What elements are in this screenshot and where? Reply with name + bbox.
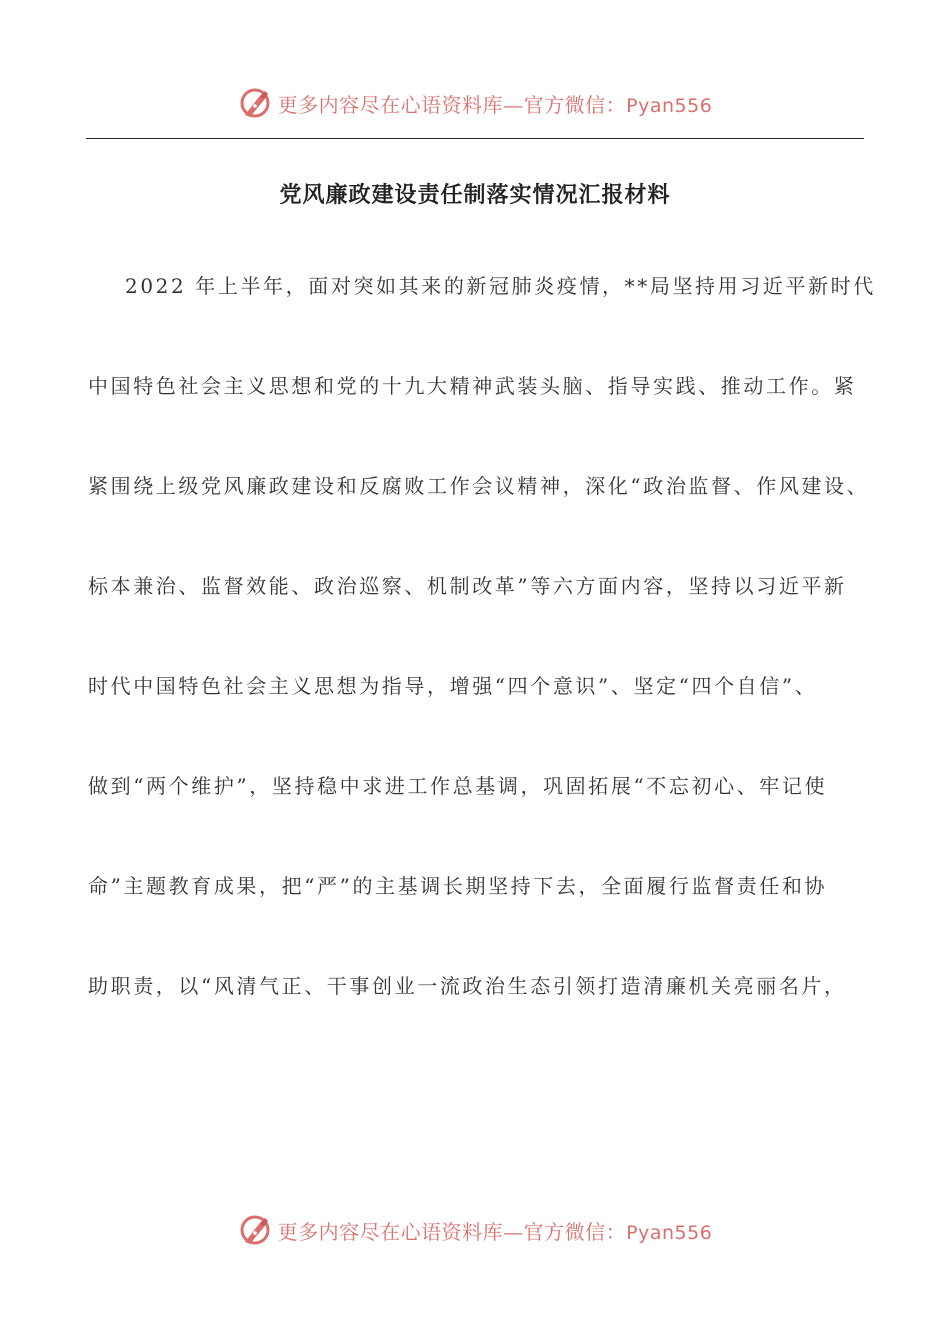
header-banner-text bbox=[278, 89, 713, 118]
document-title: 党风廉政建设责任制落实情况汇报材料 bbox=[279, 183, 671, 208]
header-contact-handle: Pyan556 bbox=[626, 94, 713, 117]
footer-banner-text bbox=[278, 1216, 713, 1245]
footer-separator: — bbox=[503, 1219, 524, 1244]
pen-nib-logo-icon bbox=[238, 1213, 272, 1247]
header-contact-label: 官方微信： bbox=[523, 92, 627, 117]
footer-contact-label: 官方微信： bbox=[523, 1219, 627, 1244]
header-site-name: 更多内容尽在心语资料库 bbox=[277, 92, 504, 117]
body-line: 标本兼治、监督效能、政治巡察、机制改革”等六方面内容，坚持以习近平新 bbox=[88, 574, 847, 598]
body-line: 做到“两个维护”，坚持稳中求进工作总基调，巩固拓展“不忘初心、牢记使 bbox=[88, 774, 828, 798]
body-line: 2022 年上半年，面对突如其来的新冠肺炎疫情，**局坚持用习近平新时代 bbox=[125, 274, 876, 298]
pen-nib-logo-icon bbox=[238, 86, 272, 120]
footer-banner bbox=[0, 1208, 950, 1252]
body-line: 助职责，以“风清气正、干事创业一流政治生态引领打造清廉机关亮丽名片， bbox=[88, 974, 847, 998]
header-separator: — bbox=[503, 92, 524, 117]
footer-site-name: 更多内容尽在心语资料库 bbox=[277, 1219, 504, 1244]
body-line: 命”主题教育成果，把“严”的主基调长期坚持下去，全面履行监督责任和协 bbox=[88, 874, 828, 898]
footer-contact-handle: Pyan556 bbox=[626, 1221, 713, 1244]
body-line: 时代中国特色社会主义思想为指导，增强“四个意识”、坚定“四个自信”、 bbox=[88, 674, 818, 698]
header-banner bbox=[0, 81, 950, 125]
body-line: 紧围绕上级党风廉政建设和反腐败工作会议精神，深化“政治监督、作风建设、 bbox=[88, 474, 870, 498]
document-body bbox=[88, 264, 876, 1064]
body-line: 中国特色社会主义思想和党的十九大精神武装头脑、指导实践、推动工作。紧 bbox=[88, 374, 857, 398]
header-divider bbox=[86, 138, 864, 139]
